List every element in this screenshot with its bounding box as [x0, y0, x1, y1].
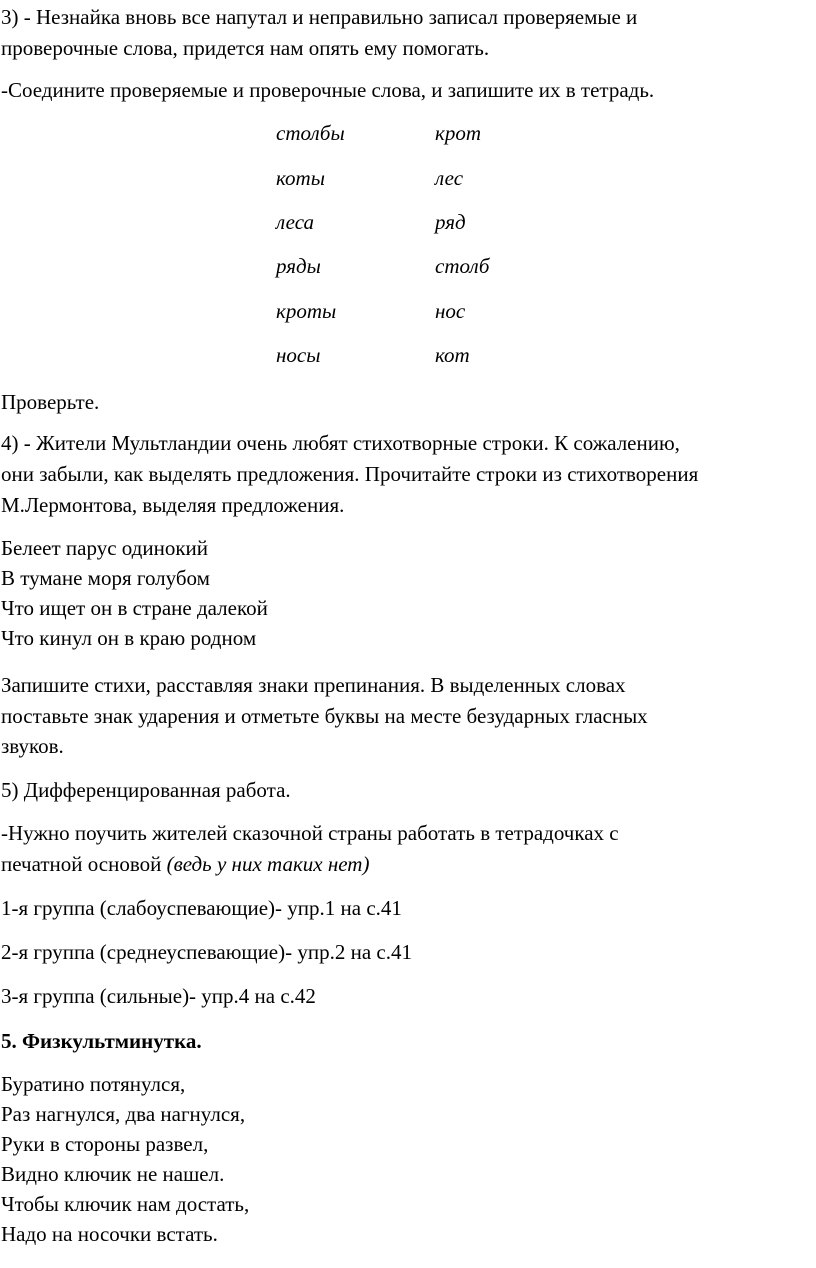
task4-assign1: Запишите стихи, расставляя знаки препинания. В выделенных словах: [1, 673, 626, 697]
task3-line1: 3) - Незнайка вновь все напутал и неправильно записал проверяемые и: [1, 5, 638, 29]
task4-line2: они забыли, как выделять предложения. Прочитайте строки из стихотворения: [1, 462, 699, 486]
right-word: ряд: [435, 210, 466, 234]
verse-line: Чтобы ключик нам достать,: [1, 1192, 250, 1216]
task5-line2-italic: (ведь у них таких нет): [166, 852, 370, 876]
left-word: носы: [276, 343, 321, 367]
poem-line: Белеет парус одинокий: [1, 536, 209, 560]
task3-instruction: -Соедините проверяемые и проверочные слова, и запишите их в тетрадь.: [1, 78, 655, 102]
left-word: коты: [276, 166, 325, 190]
task5-title: 5) Дифференцированная работа.: [1, 778, 291, 802]
task4-assign3: звуков.: [1, 734, 64, 758]
verse-line: Буратино потянулся,: [1, 1072, 186, 1096]
poem-line: Что ищет он в стране далекой: [1, 596, 268, 620]
left-word: столбы: [276, 121, 345, 145]
verse-line: Надо на носочки встать.: [1, 1222, 218, 1246]
poem-line: Что кинул он в краю родном: [1, 626, 257, 650]
right-word: крот: [435, 121, 481, 145]
group-line: 3-я группа (сильные)- упр.4 на с.42: [1, 984, 316, 1008]
left-word: кроты: [276, 299, 337, 323]
task5-line2: [1, 849, 369, 879]
right-word: кот: [435, 343, 470, 367]
left-word: леса: [276, 210, 315, 234]
task3-check: Проверьте.: [1, 390, 100, 414]
task4-assign2: поставьте знак ударения и отметьте буквы на месте безударных гласных: [1, 704, 648, 728]
verse-line: Раз нагнулся, два нагнулся,: [1, 1102, 246, 1126]
left-word: ряды: [276, 254, 321, 278]
verse-line: Видно ключик не нашел.: [1, 1162, 225, 1186]
right-word: столб: [435, 254, 490, 278]
right-word: лес: [435, 166, 464, 190]
right-word: нос: [435, 299, 466, 323]
verse-line: Руки в стороны развел,: [1, 1132, 209, 1156]
group-line: 1-я группа (слабоуспевающие)- упр.1 на с.41: [1, 896, 402, 920]
task3-line2: проверочные слова, придется нам опять ему помогать.: [1, 36, 490, 60]
group-line: 2-я группа (среднеуспевающие)- упр.2 на с.41: [1, 940, 412, 964]
task4-line1: 4) - Жители Мультландии очень любят стихотворные строки. К сожалению,: [1, 431, 680, 455]
task5-line1: -Нужно поучить жителей сказочной страны работать в тетрадочках с: [1, 821, 619, 845]
task5-line2-plain: печатной основой: [1, 852, 167, 876]
poem-line: В тумане моря голубом: [1, 566, 210, 590]
fizkult-heading: 5. Физкультминутка.: [1, 1029, 202, 1053]
task4-line3: М.Лермонтова, выделяя предложения.: [1, 493, 345, 517]
